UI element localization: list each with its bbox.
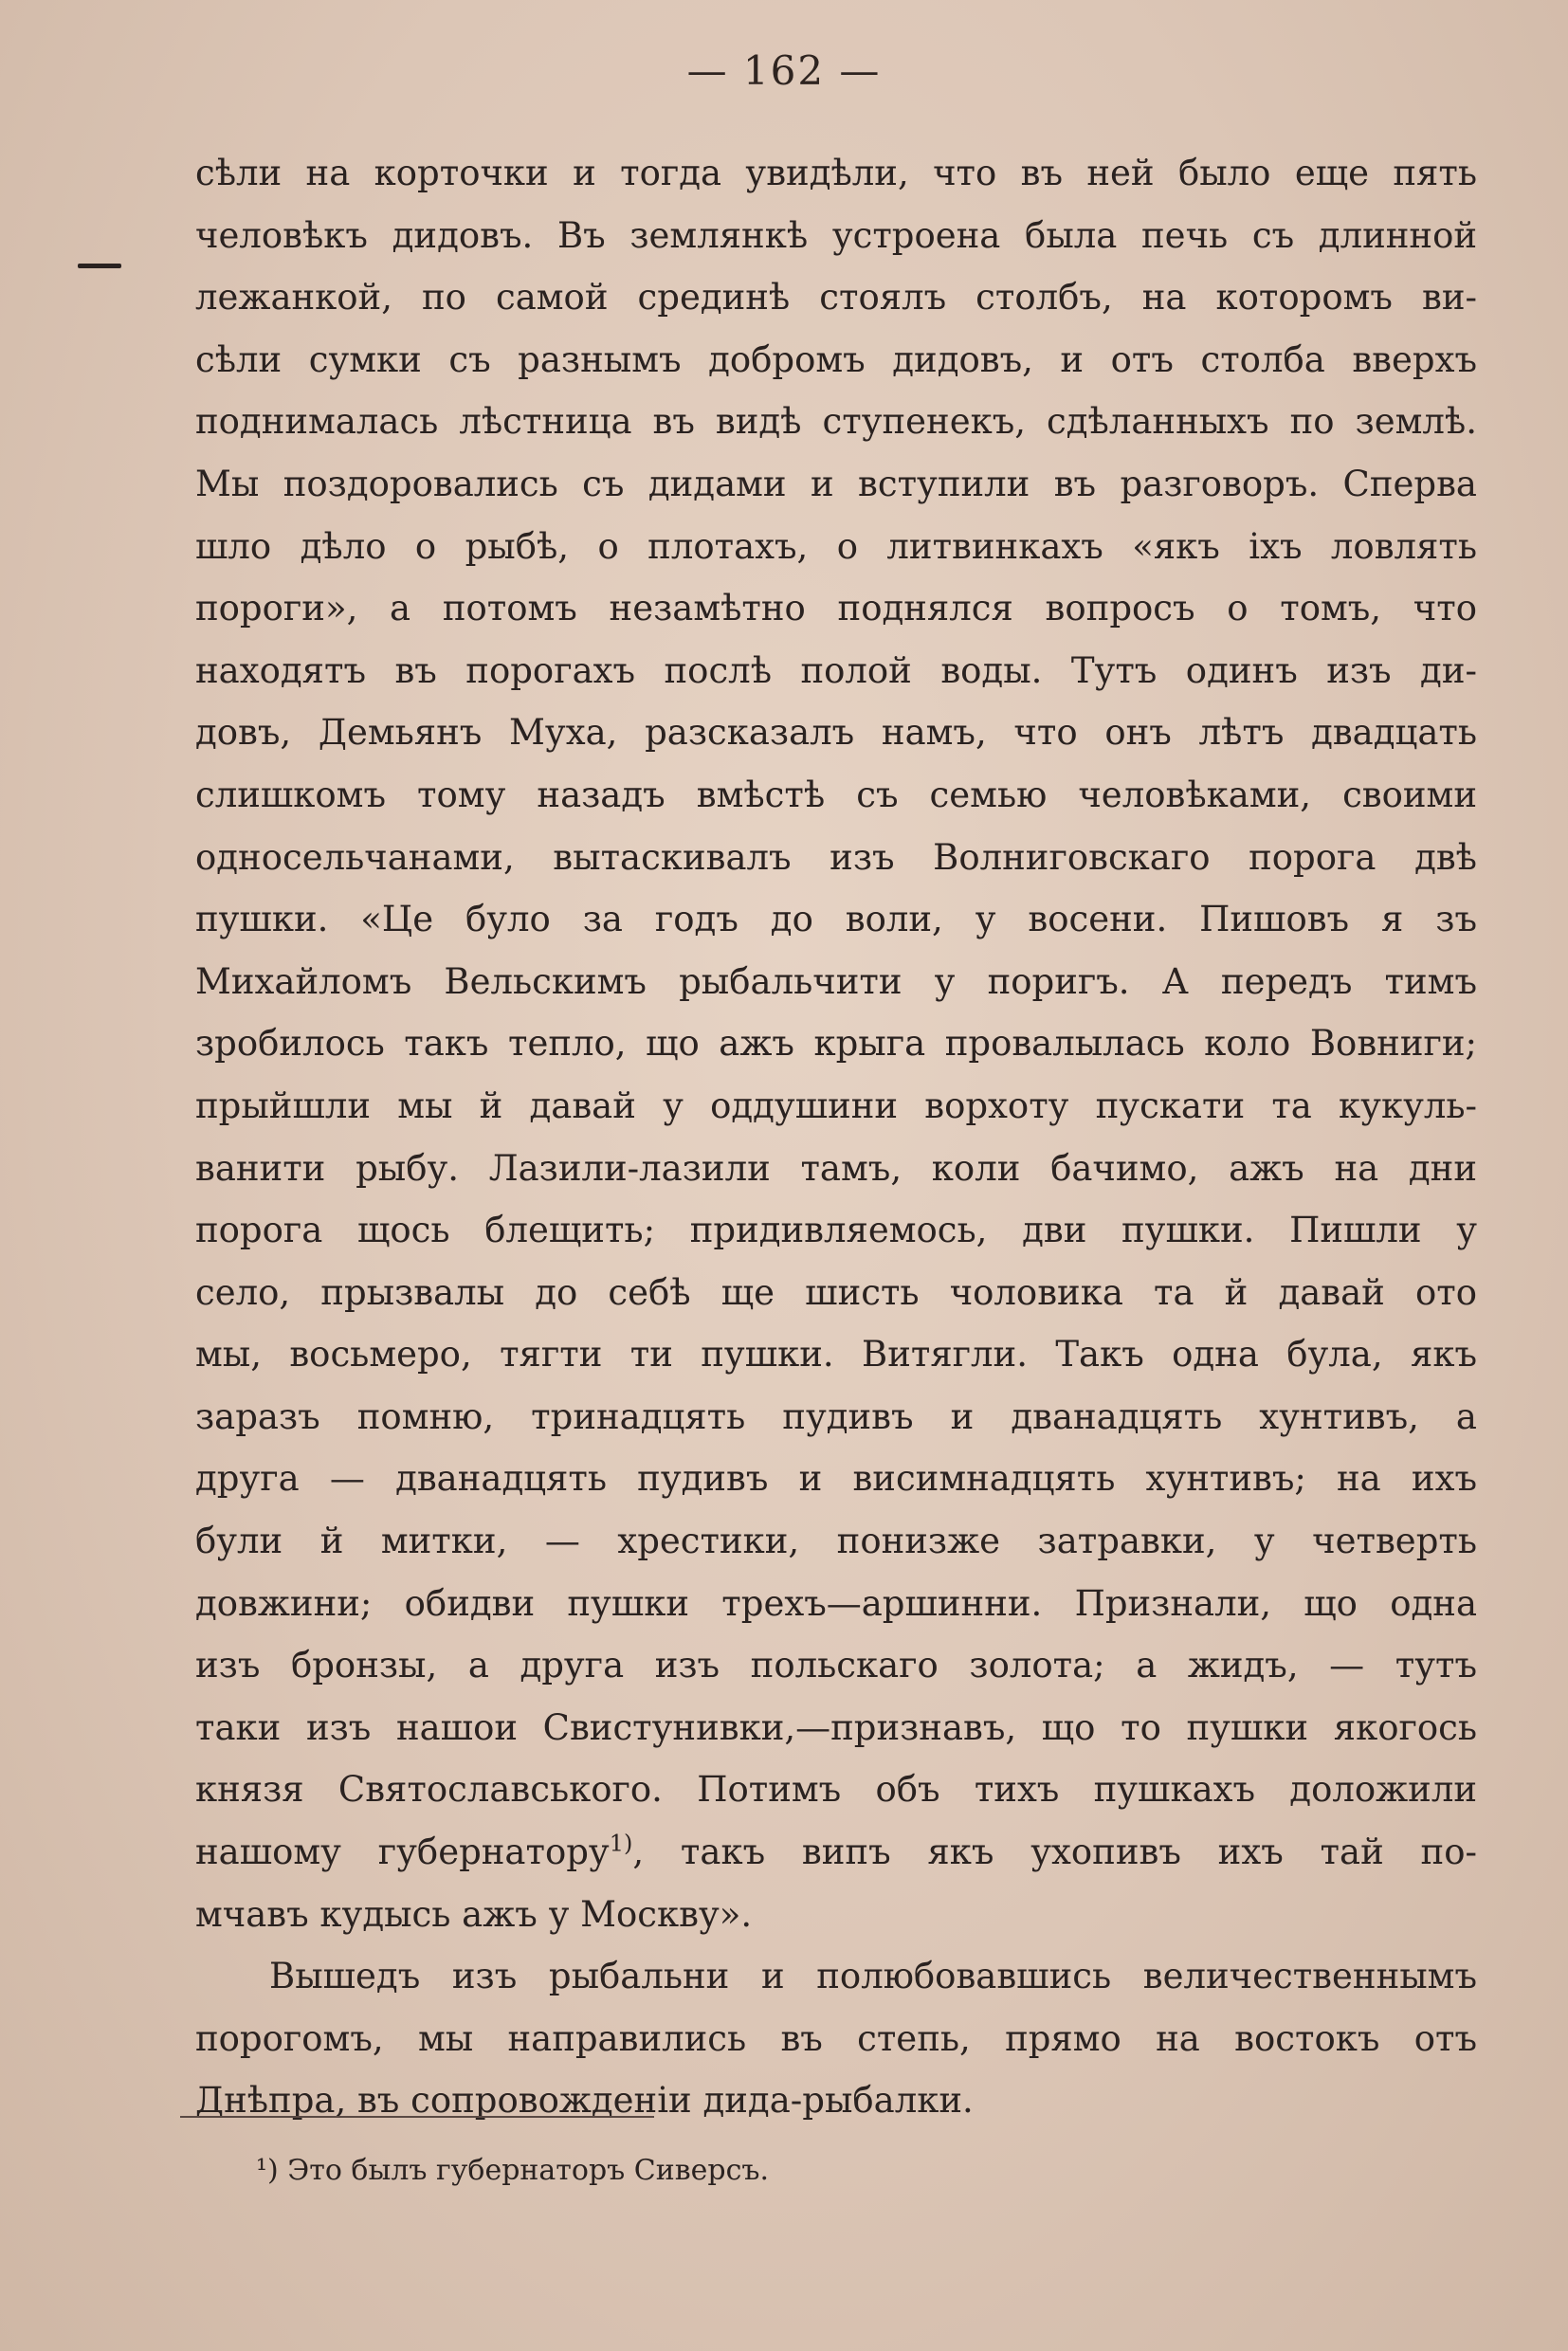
- text-line: человѣкъ дидовъ. Въ землянкѣ устроена была печь съ длинной: [195, 214, 1477, 256]
- page-number: — 162 —: [686, 47, 882, 94]
- text-line: пушки. «Це було за годъ до воли, у восени. Пишовъ я зъ: [195, 899, 1477, 940]
- text-line: находятъ въ порогахъ послѣ полой воды. Тутъ одинъ изъ ди-: [195, 649, 1477, 691]
- text-segment: нашому губернатору: [195, 1832, 610, 1873]
- text-line: Михайломъ Вельскимъ рыбальчити у поригъ. А передъ тимъ: [195, 960, 1477, 1002]
- text-line: мы, восьмеро, тягти ти пушки. Витягли. Такъ одна була, якъ: [195, 1334, 1477, 1376]
- text-line: село, прызвалы до себѣ ще шисть чоловика та й давай ото: [195, 1271, 1477, 1313]
- text-line: слишкомъ тому назадъ вмѣстѣ съ семью человѣками, своими: [195, 774, 1477, 815]
- text-line: ванити рыбу. Лазили-лазили тамъ, коли бачимо, ажъ на дни: [195, 1147, 1477, 1189]
- text-line: довжини; обидви пушки трехъ—аршинни. Признали, що одна: [195, 1582, 1477, 1624]
- footnote-divider: [180, 2116, 654, 2118]
- text-line: Днѣпра, въ сопровожденіи дида-рыбалки.: [195, 2080, 974, 2122]
- text-line: шло дѣло о рыбѣ, о плотахъ, о литвинкахъ «якъ іхъ ловлять: [195, 525, 1477, 567]
- text-line: друга — дванадцять пудивъ и висимнадцять хунтивъ; на ихъ: [195, 1458, 1477, 1500]
- text-line: пороги», а потомъ незамѣтно поднялся вопросъ о томъ, что: [195, 588, 1477, 629]
- text-line-with-footnote: [195, 1821, 1477, 1884]
- text-line: порогомъ, мы направились въ степь, прямо на востокъ отъ: [195, 2017, 1477, 2059]
- text-line: були й митки, — хрестики, понизже затравки, у четверть: [195, 1521, 1477, 1562]
- text-line: прыйшли мы й давай у оддушини ворхоту пускати та кукуль-: [195, 1084, 1477, 1126]
- body-text: [195, 142, 1477, 2132]
- text-line: сѣли на корточки и тогда увидѣли, что въ ней было еще пять: [195, 153, 1477, 193]
- text-segment: , такъ випъ якъ ухопивъ ихъ тай по-: [632, 1832, 1477, 1873]
- text-line: изъ бронзы, а друга изъ польскаго золота; а жидъ, — тутъ: [195, 1645, 1477, 1686]
- text-line: мчавъ кудысь ажъ у Москву».: [195, 1893, 753, 1935]
- footnote: ¹) Это былъ губернаторъ Сиверсъ.: [256, 2154, 770, 2187]
- text-line: поднималась лѣстница въ видѣ ступенекъ, сдѣланныхъ по землѣ.: [195, 401, 1477, 443]
- text-line: зробилось такъ тепло, що ажъ крыга провалылась коло Вовниги;: [195, 1023, 1477, 1065]
- text-line: заразъ помню, тринадцять пудивъ и дванадцять хунтивъ, а: [195, 1395, 1477, 1437]
- text-line: лежанкой, по самой срединѣ стоялъ столбъ, на которомъ ви-: [195, 277, 1477, 319]
- text-line: Мы поздоровались съ дидами и вступили въ разговоръ. Сперва: [195, 463, 1477, 504]
- margin-mark: [78, 264, 121, 268]
- footnote-reference: 1): [609, 1830, 633, 1857]
- text-line: князя Святославського. Потимъ объ тихъ пушкахъ доложили: [195, 1769, 1477, 1811]
- text-line: сѣли сумки съ разнымъ добромъ дидовъ, и отъ столба вверхъ: [195, 338, 1477, 380]
- text-line: довъ, Демьянъ Муха, разсказалъ намъ, что онъ лѣтъ двадцать: [195, 712, 1477, 754]
- text-line: таки изъ нашои Свистунивки,—признавъ, що то пушки якогось: [195, 1706, 1477, 1748]
- text-line: односельчанами, вытаскивалъ изъ Волниговскаго порога двѣ: [195, 836, 1477, 878]
- text-line: Вышедъ изъ рыбальни и полюбовавшись величественнымъ: [269, 1956, 1477, 1997]
- text-line: порога щось блещить; придивляемось, дви пушки. Пишли у: [195, 1210, 1477, 1251]
